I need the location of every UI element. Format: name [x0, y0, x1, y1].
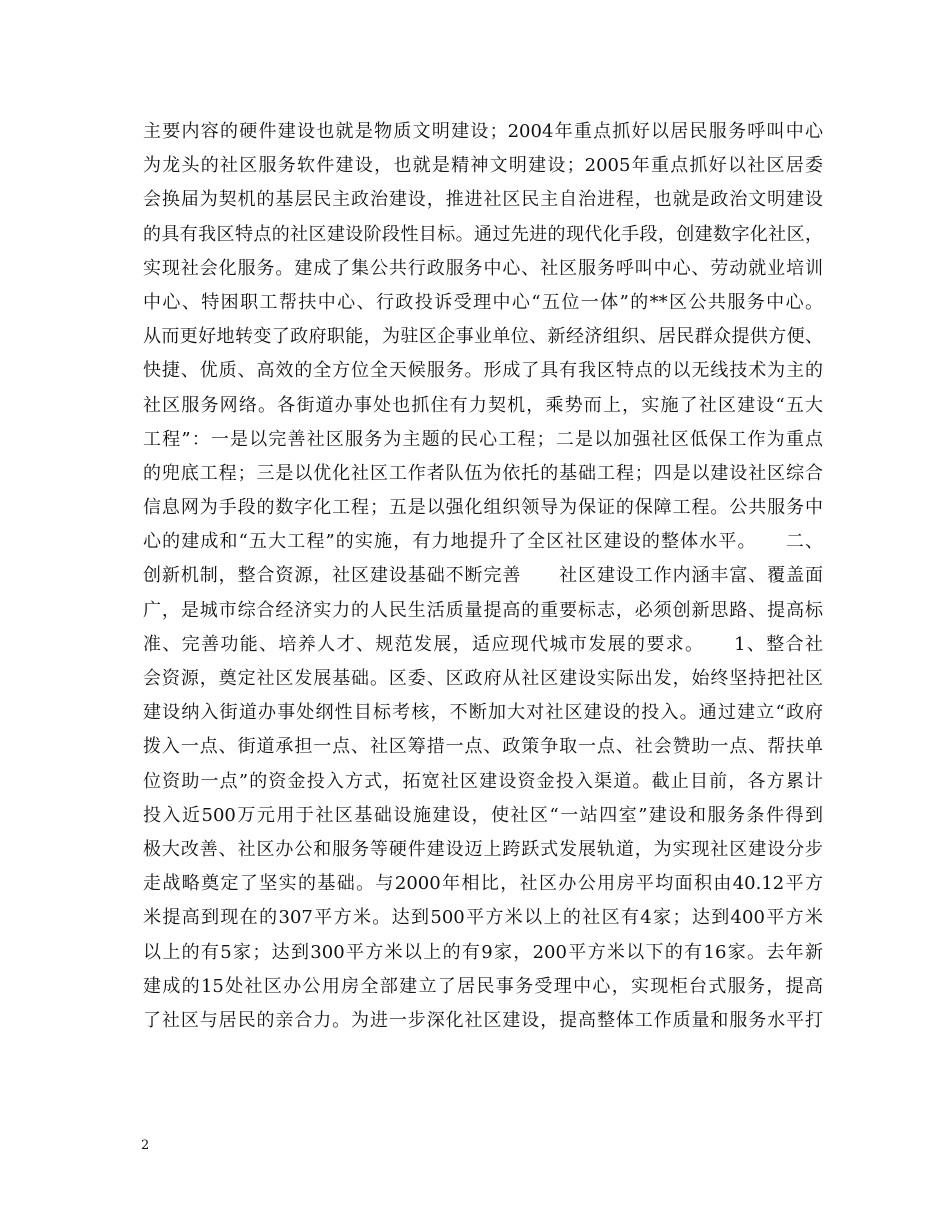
text-line: 投入近500万元用于社区基础设施建设，使社区“一站四室”建设和服务条件得到 — [143, 804, 823, 826]
text-line: 主要内容的硬件建设也就是物质文明建设；2004年重点抓好以居民服务呼叫中心 — [143, 121, 823, 142]
text-line: 走战略奠定了坚实的基础。与2000年相比，社区办公用房平均面积由40.12平方 — [143, 873, 823, 895]
text-line: 从而更好地转变了政府职能，为驻区企事业单位、新经济组织、居民群众提供方便、 — [143, 326, 823, 348]
text-line: 创新机制，整合资源，社区建设基础不断完善 社区建设工作内涵丰富、覆盖面 — [143, 565, 823, 587]
text-line: 的具有我区特点的社区建设阶段性目标。通过先进的现代化手段，创建数字化社区， — [143, 223, 823, 245]
text-line: 极大改善、社区办公和服务等硬件建设迈上跨跃式发展轨道，为实现社区建设分步 — [143, 838, 823, 860]
text-line: 准、完善功能、培养人才、规范发展，适应现代城市发展的要求。 1、整合社 — [143, 633, 823, 655]
text-line: 米提高到现在的307平方米。达到500平方米以上的社区有4家；达到400平方米 — [143, 907, 823, 929]
text-line: 为龙头的社区服务软件建设，也就是精神文明建设；2005年重点抓好以社区居委 — [143, 155, 823, 177]
text-line: 了社区与居民的亲合力。为进一步深化社区建设，提高整体工作质量和服务水平打 — [143, 1009, 823, 1031]
body-text — [143, 115, 823, 1038]
text-line: 会换届为契机的基层民主政治建设，推进社区民主自治进程，也就是政治文明建设 — [143, 189, 823, 211]
text-line: 以上的有5家；达到300平方米以上的有9家，200平方米以下的有16家。去年新 — [143, 941, 823, 963]
text-line: 实现社会化服务。建成了集公共行政服务中心、社区服务呼叫中心、劳动就业培训 — [143, 257, 823, 279]
text-line: 的兜底工程；三是以优化社区工作者队伍为依托的基础工程；四是以建设社区综合 — [143, 462, 823, 484]
text-line: 位资助一点”的资金投入方式，拓宽社区建设资金投入渠道。截止目前，各方累计 — [143, 770, 823, 792]
text-line: 拨入一点、街道承担一点、社区筹措一点、政策争取一点、社会赞助一点、帮扶单 — [143, 736, 823, 758]
text-line: 信息网为手段的数字化工程；五是以强化组织领导为保证的保障工程。公共服务中 — [143, 497, 823, 519]
text-line: 中心、特困职工帮扶中心、行政投诉受理中心“五位一体”的**区公共服务中心。 — [143, 291, 823, 313]
text-line: 社区服务网络。各街道办事处也抓住有力契机，乘势而上，实施了社区建设“五大 — [143, 394, 823, 416]
text-line: 建设纳入街道办事处纲性目标考核，不断加大对社区建设的投入。通过建立“政府 — [143, 702, 823, 724]
page-number: 2 — [141, 1138, 150, 1153]
text-line: 工程”：一是以完善社区服务为主题的民心工程；二是以加强社区低保工作为重点 — [143, 428, 823, 450]
text-line: 快捷、优质、高效的全方位全天候服务。形成了具有我区特点的以无线技术为主的 — [143, 360, 823, 382]
text-line: 建成的15处社区办公用房全部建立了居民事务受理中心，实现柜台式服务，提高 — [143, 975, 823, 997]
text-line: 会资源，奠定社区发展基础。区委、区政府从社区建设实际出发，始终坚持把社区 — [143, 668, 823, 689]
text-line: 心的建成和“五大工程”的实施，有力地提升了全区社区建设的整体水平。 二、 — [143, 531, 823, 553]
text-line: 广，是城市综合经济实力的人民生活质量提高的重要标志，必须创新思路、提高标 — [143, 599, 823, 621]
